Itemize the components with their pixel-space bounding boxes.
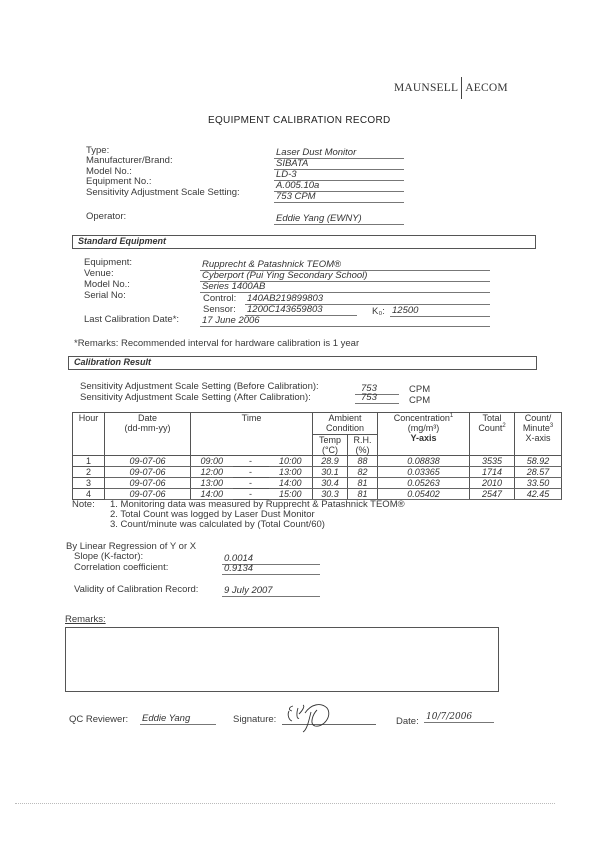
logo-divider (461, 77, 462, 99)
table-row (73, 467, 562, 478)
ambient-header: Ambient Condition (313, 413, 378, 435)
equipment-no-value: A.005.10a (274, 181, 404, 192)
rh-cell: 88 (348, 456, 378, 467)
hour-cell: 3 (73, 478, 105, 489)
correlation-label: Correlation coefficient: (74, 562, 169, 573)
hardware-remarks: *Remarks: Recommended interval for hardware calibration is 1 year (74, 338, 360, 349)
table-header-row (73, 413, 562, 435)
std-equipment-value: Rupprecht & Patashnick TEOM® (200, 260, 490, 271)
signature-mark (283, 700, 353, 734)
before-calibration-label: Sensitivity Adjustment Scale Setting (Before Calibration): (80, 381, 319, 392)
sensitivity-label: Sensitivity Adjustment Scale Setting: (86, 187, 240, 198)
date-cell: 09-07-06 (105, 478, 191, 489)
signature-label: Signature: (233, 714, 277, 725)
page-title: EQUIPMENT CALIBRATION RECORD (208, 115, 391, 126)
operator-label: Operator: (86, 211, 127, 222)
total-count-cell: 2010 (470, 478, 515, 489)
total-count-cell: 2547 (470, 489, 515, 500)
sensitivity-value: 753 CPM (274, 192, 404, 203)
rh-header: R.H. (%) (348, 435, 378, 456)
scan-artifact-line (15, 803, 555, 804)
rh-cell: 82 (348, 467, 378, 478)
operator-value: Eddie Yang (EWNY) (274, 214, 404, 225)
standard-equipment-header (72, 235, 536, 249)
end-time-cell: 13:00 (269, 467, 313, 478)
qc-reviewer-value: Eddie Yang (140, 714, 216, 725)
concentration-cell: 0.05402 (378, 489, 470, 500)
count-minute-cell: 33.50 (515, 478, 562, 489)
slope-label: Slope (K-factor): (74, 551, 144, 562)
logo-left: MAUNSELL (394, 82, 459, 94)
last-calibration-label: Last Calibration Date*: (84, 314, 180, 325)
notes-label: Note: (72, 499, 95, 510)
venue-value: Cyberport (Pui Ying Secondary School) (200, 271, 490, 282)
date-value: 10/7/2006 (424, 712, 494, 723)
logo-right: AECOM (465, 82, 508, 94)
concentration-header: Concentration$^1$ (mg/m³) Y-axis (378, 413, 470, 456)
model-label: Model No.: (86, 166, 132, 177)
before-calibration-unit: CPM (409, 384, 431, 395)
table-row (73, 489, 562, 500)
start-time-cell: 13:00 (191, 478, 233, 489)
sensor-value: 1200C143659803 (245, 305, 357, 316)
temp-cell: 30.3 (313, 489, 348, 500)
std-equipment-label: Equipment: (84, 257, 133, 268)
time-dash: - (233, 456, 269, 467)
std-model-value: Series 1400AB (200, 282, 490, 293)
hour-cell: 1 (73, 456, 105, 467)
count-minute-cell: 58.92 (515, 456, 562, 467)
time-dash: - (233, 467, 269, 478)
temp-cell: 28.9 (313, 456, 348, 467)
manufacturer-value: SIBATA (274, 159, 404, 170)
control-value: 140AB219899803 (245, 294, 490, 305)
temp-cell: 30.1 (313, 467, 348, 478)
note-3: 3. Count/minute was calculated by (Total Count/60) (110, 519, 325, 530)
remarks-label: Remarks: (65, 614, 106, 625)
time-header: Time (191, 413, 313, 456)
end-time-cell: 10:00 (269, 456, 313, 467)
standard-equipment-heading: Standard Equipment (78, 236, 167, 246)
note-1: 1. Monitoring data was measured by Rupprecht & Patashnick TEOM® (110, 499, 405, 510)
hour-header: Hour (73, 413, 105, 456)
model-value: LD-3 (274, 170, 404, 181)
control-label: Control: (203, 293, 237, 304)
calibration-table (72, 412, 562, 500)
concentration-cell: 0.08838 (378, 456, 470, 467)
start-time-cell: 14:00 (191, 489, 233, 500)
total-count-cell: 3535 (470, 456, 515, 467)
end-time-cell: 14:00 (269, 478, 313, 489)
start-time-cell: 12:00 (191, 467, 233, 478)
count-minute-cell: 28.57 (515, 467, 562, 478)
hour-cell: 4 (73, 489, 105, 500)
after-calibration-unit: CPM (409, 395, 431, 406)
type-label: Type: (86, 145, 110, 156)
regression-heading: By Linear Regression of Y or X (66, 541, 197, 552)
start-time-cell: 09:00 (191, 456, 233, 467)
calibration-result-heading: Calibration Result (74, 357, 152, 367)
last-calibration-value: 17 June 2006 (200, 316, 490, 327)
rh-cell: 81 (348, 489, 378, 500)
slope-value: 0.0014 (222, 554, 320, 565)
serial-label: Serial No: (84, 290, 126, 301)
rh-cell: 81 (348, 478, 378, 489)
hour-cell: 2 (73, 467, 105, 478)
k0-label: K₀: (372, 306, 385, 317)
end-time-cell: 15:00 (269, 489, 313, 500)
date-label: Date: (396, 716, 419, 727)
temp-cell: 30.4 (313, 478, 348, 489)
date-cell: 09-07-06 (105, 456, 191, 467)
validity-label: Validity of Calibration Record: (74, 584, 199, 595)
type-value: Laser Dust Monitor (274, 148, 404, 159)
concentration-cell: 0.03365 (378, 467, 470, 478)
table-row (73, 478, 562, 489)
company-logo (394, 77, 508, 99)
qc-reviewer-label: QC Reviewer: (69, 714, 129, 725)
concentration-cell: 0.05263 (378, 478, 470, 489)
time-dash: - (233, 478, 269, 489)
k0-value: 12500 (390, 306, 490, 317)
validity-value: 9 July 2007 (222, 586, 320, 597)
before-calibration-value: 753 (355, 384, 399, 395)
note-2: 2. Total Count was logged by Laser Dust Monitor (110, 509, 315, 520)
total-count-cell: 1714 (470, 467, 515, 478)
remarks-box[interactable] (65, 627, 499, 692)
count-minute-header: Count/ Minute$^3$ X-axis (515, 413, 562, 456)
temp-header: Temp (°C) (313, 435, 348, 456)
sensor-label: Sensor: (203, 304, 236, 315)
date-cell: 09-07-06 (105, 467, 191, 478)
equipment-no-label: Equipment No.: (86, 176, 152, 187)
correlation-value: 0.9134 (222, 564, 320, 575)
count-minute-cell: 42.45 (515, 489, 562, 500)
date-header: Date (dd-mm-yy) (105, 413, 191, 456)
total-count-header: Total Count$^2$ (470, 413, 515, 456)
after-calibration-value: 753 (355, 393, 399, 404)
venue-label: Venue: (84, 268, 114, 279)
date-cell: 09-07-06 (105, 489, 191, 500)
time-dash: - (233, 489, 269, 500)
calibration-result-header (68, 356, 537, 370)
std-model-label: Model No.: (84, 279, 130, 290)
after-calibration-label: Sensitivity Adjustment Scale Setting (After Calibration): (80, 392, 311, 403)
manufacturer-label: Manufacturer/Brand: (86, 155, 173, 166)
table-row (73, 456, 562, 467)
